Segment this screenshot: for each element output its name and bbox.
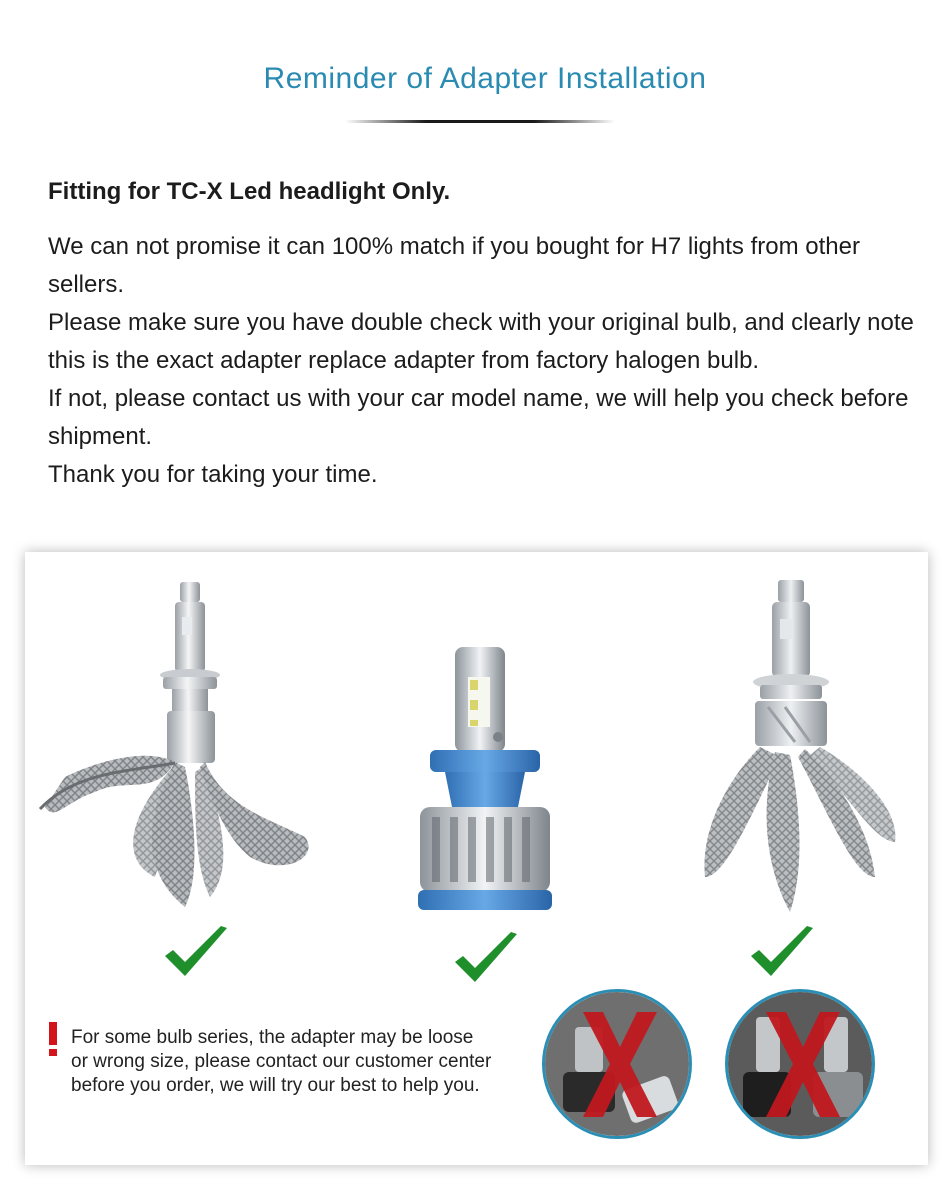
not-compatible-badge [725, 989, 875, 1139]
intro-paragraph-4: Thank you for taking your time. [48, 461, 378, 488]
intro-heading: Fitting for TC-X Led headlight Only. [48, 178, 451, 205]
warning-line: or wrong size, please contact our customer center [71, 1051, 492, 1072]
crossed-out-bulb-icon [545, 992, 692, 1139]
crossed-out-bulb-icon [728, 992, 875, 1139]
intro-paragraph-1: We can not promise it can 100% match if you bought for H7 lights from other sellers. [48, 233, 860, 298]
exclamation-icon [47, 1022, 59, 1056]
braided-heatsink-adapter-bulb-icon [670, 577, 910, 927]
warning-line: before you order, we will try our best to help you. [71, 1075, 480, 1096]
braided-heatsink-bulb-icon [35, 577, 325, 927]
not-compatible-badge [542, 989, 692, 1139]
compatibility-panel [25, 552, 928, 1165]
warning-line: For some bulb series, the adapter may be loose [71, 1027, 474, 1048]
page-title: Reminder of Adapter Installation [263, 62, 707, 95]
title-divider [345, 120, 615, 123]
intro-text [48, 228, 918, 494]
check-icon [749, 924, 815, 980]
intro-paragraph-3: If not, please contact us with your car model name, we will help you check before shipment. [48, 385, 909, 450]
blue-adapter-fan-bulb-icon [410, 642, 560, 917]
check-icon [453, 930, 519, 986]
adapter-warning-text [71, 1026, 541, 1098]
intro-paragraph-2: Please make sure you have double check with your original bulb, and clearly note this is the exact adapter replace adapter from factory halogen bulb. [48, 309, 914, 374]
check-icon [163, 924, 229, 980]
